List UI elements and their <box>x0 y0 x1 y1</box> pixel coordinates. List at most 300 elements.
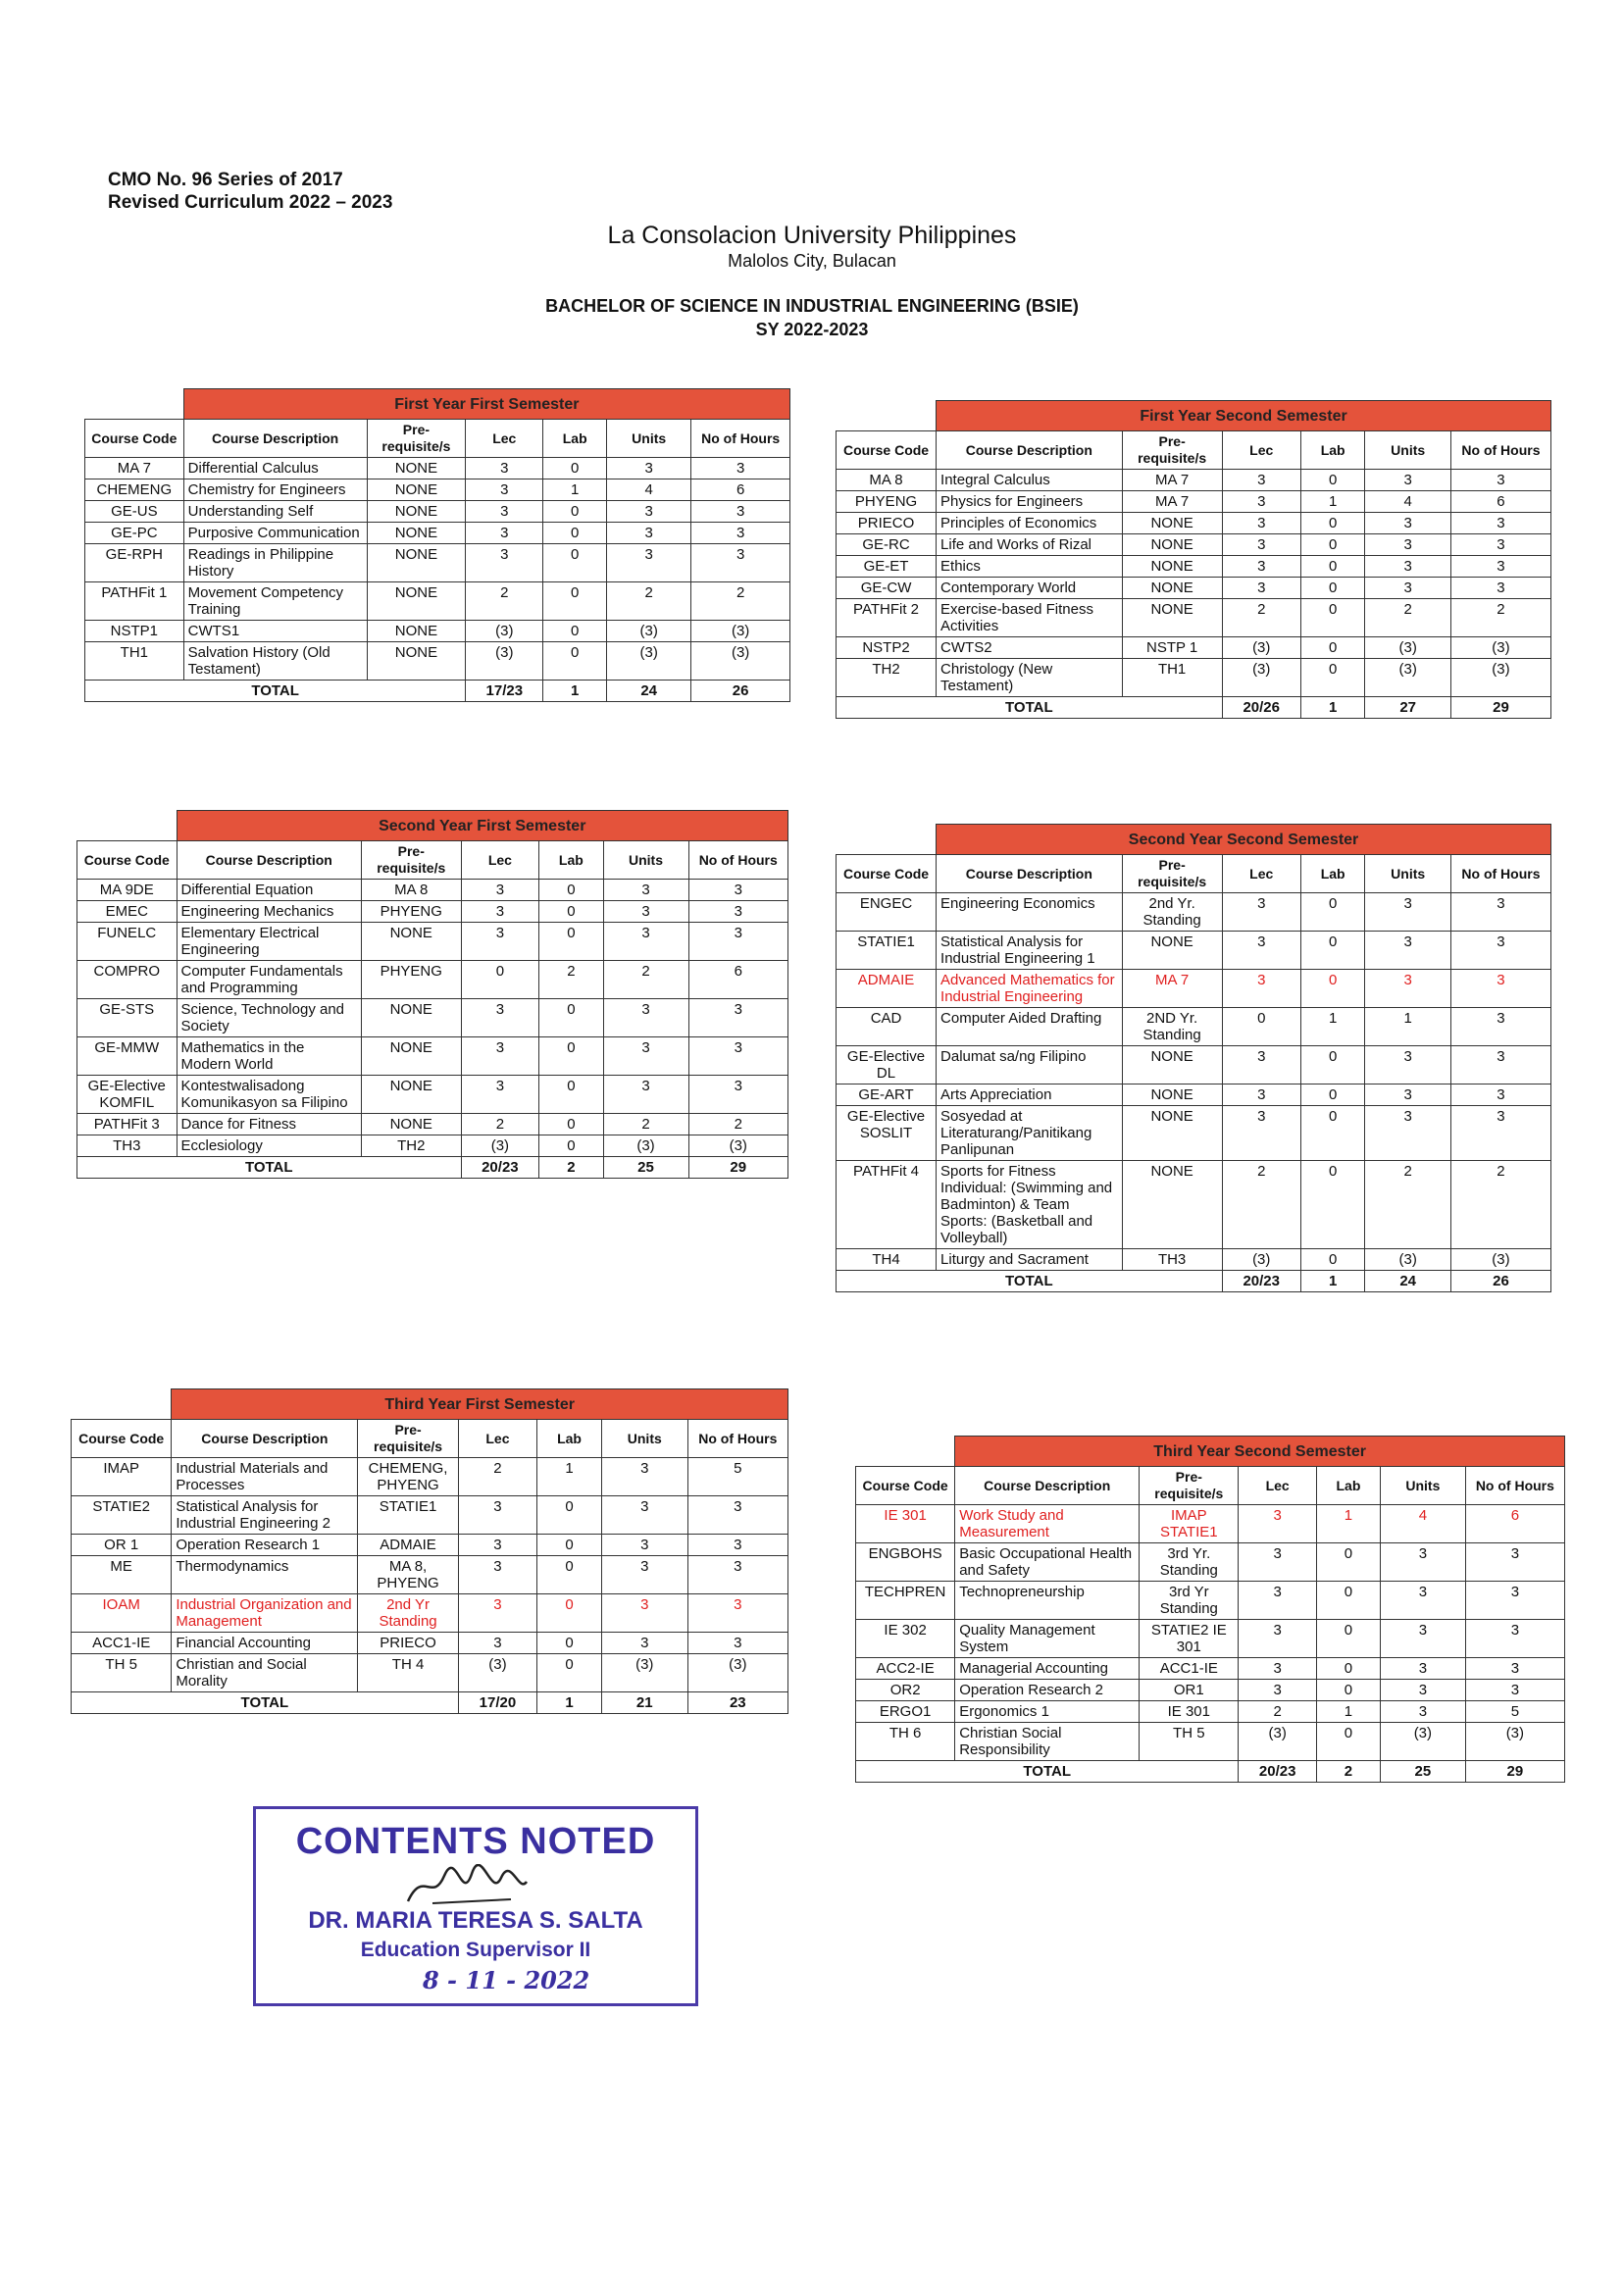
course-lec: 3 <box>1239 1620 1317 1658</box>
course-prerequisite: NONE <box>1122 599 1222 637</box>
course-description: Exercise-based Fitness Activities <box>937 599 1123 637</box>
course-units: 3 <box>1380 1701 1465 1723</box>
table-row <box>77 961 788 999</box>
course-hours: 3 <box>687 1556 787 1594</box>
course-lab: 0 <box>537 1633 602 1654</box>
course-description: Quality Management System <box>955 1620 1140 1658</box>
course-lec: 3 <box>461 999 539 1037</box>
course-code: ENGEC <box>837 893 937 932</box>
course-hours: 3 <box>687 1633 787 1654</box>
course-lab: 0 <box>1300 637 1365 659</box>
course-lec: 3 <box>461 1076 539 1114</box>
course-lec: 3 <box>1239 1658 1317 1680</box>
course-prerequisite: NONE <box>1122 1161 1222 1249</box>
course-hours: 3 <box>1465 1658 1564 1680</box>
course-units: 4 <box>607 479 691 501</box>
course-lec: 3 <box>1222 470 1300 491</box>
course-prerequisite: NONE <box>362 999 462 1037</box>
course-units: 4 <box>1380 1505 1465 1543</box>
course-description: Christian Social Responsibility <box>955 1723 1140 1761</box>
course-code: CHEMENG <box>85 479 184 501</box>
course-hours: 3 <box>688 1037 788 1076</box>
course-units: 3 <box>1380 1658 1465 1680</box>
semester-title-row <box>72 1389 788 1420</box>
course-prerequisite: NONE <box>367 582 466 621</box>
table-row <box>837 637 1551 659</box>
course-description: Thermodynamics <box>172 1556 358 1594</box>
total-hours: 29 <box>1465 1761 1564 1783</box>
course-lab: 0 <box>1316 1723 1380 1761</box>
course-code: GE-STS <box>77 999 178 1037</box>
semester-table <box>76 810 788 1179</box>
table-row <box>72 1458 788 1496</box>
course-lec: 0 <box>1222 1008 1300 1046</box>
table-row <box>85 523 790 544</box>
course-lec: 3 <box>1222 932 1300 970</box>
table-row <box>77 1076 788 1114</box>
course-description: Purposive Communication <box>183 523 367 544</box>
course-lec: 3 <box>458 1535 536 1556</box>
course-hours: (3) <box>1465 1723 1564 1761</box>
course-units: 3 <box>1365 578 1450 599</box>
total-lab: 1 <box>1300 697 1365 719</box>
course-units: 2 <box>607 582 691 621</box>
course-units: 3 <box>1380 1543 1465 1582</box>
course-lec: 3 <box>1222 1046 1300 1085</box>
course-description: Work Study and Measurement <box>955 1505 1140 1543</box>
course-lab: 0 <box>1300 556 1365 578</box>
course-description: CWTS1 <box>183 621 367 642</box>
course-lab: 0 <box>1300 1106 1365 1161</box>
total-units: 24 <box>1365 1271 1450 1292</box>
course-hours: 2 <box>1450 1161 1550 1249</box>
total-units: 25 <box>603 1157 688 1179</box>
course-lab: 0 <box>543 523 607 544</box>
course-description: Readings in Philippine History <box>183 544 367 582</box>
course-code: ERGO1 <box>856 1701 955 1723</box>
table-row <box>77 901 788 923</box>
course-hours: 2 <box>688 1114 788 1135</box>
course-lec: 3 <box>461 880 539 901</box>
course-prerequisite: NONE <box>367 621 466 642</box>
course-lec: (3) <box>1222 637 1300 659</box>
course-hours: 3 <box>1450 893 1550 932</box>
column-header-hours: No of Hours <box>1450 855 1550 893</box>
column-header-row <box>77 841 788 880</box>
course-prerequisite: PHYENG <box>362 961 462 999</box>
course-hours: 3 <box>1465 1543 1564 1582</box>
course-description: Integral Calculus <box>937 470 1123 491</box>
total-lec: 20/23 <box>1239 1761 1317 1783</box>
course-prerequisite: NONE <box>1122 1106 1222 1161</box>
column-header-pre: Pre-requisite/s <box>367 420 466 458</box>
course-units: 3 <box>1380 1620 1465 1658</box>
supervisor-role: Education Supervisor II <box>360 1939 591 1961</box>
course-description: Movement Competency Training <box>183 582 367 621</box>
course-lec: 3 <box>1222 491 1300 513</box>
course-prerequisite: 2nd Yr. Standing <box>1122 893 1222 932</box>
course-hours: 3 <box>1450 1085 1550 1106</box>
course-lec: 3 <box>458 1633 536 1654</box>
semester-title-row <box>856 1437 1565 1467</box>
course-code: TH1 <box>85 642 184 681</box>
course-code: ACC2-IE <box>856 1658 955 1680</box>
course-lab: 0 <box>543 621 607 642</box>
course-prerequisite: OR1 <box>1140 1680 1239 1701</box>
course-hours: 3 <box>1465 1582 1564 1620</box>
course-lab: 0 <box>539 1114 603 1135</box>
total-row <box>856 1761 1565 1783</box>
course-units: 3 <box>603 1076 688 1114</box>
course-hours: 3 <box>691 458 790 479</box>
total-label: TOTAL <box>837 697 1223 719</box>
course-lab: 1 <box>1300 1008 1365 1046</box>
course-lec: 2 <box>466 582 543 621</box>
course-lec: 3 <box>461 923 539 961</box>
course-code: IMAP <box>72 1458 172 1496</box>
column-header-row <box>72 1420 788 1458</box>
course-prerequisite: IMAP STATIE1 <box>1140 1505 1239 1543</box>
course-lab: 0 <box>539 923 603 961</box>
course-hours: 3 <box>691 544 790 582</box>
table-row <box>85 582 790 621</box>
course-lab: 1 <box>1316 1505 1380 1543</box>
course-hours: 6 <box>688 961 788 999</box>
course-units: 2 <box>603 1114 688 1135</box>
course-lab: 0 <box>1300 970 1365 1008</box>
course-prerequisite: TH 4 <box>358 1654 458 1692</box>
semester-title: Third Year Second Semester <box>955 1437 1565 1467</box>
column-header-lec: Lec <box>1222 855 1300 893</box>
course-description: Chemistry for Engineers <box>183 479 367 501</box>
course-units: 3 <box>601 1535 687 1556</box>
course-description: Science, Technology and Society <box>177 999 362 1037</box>
course-lab: 0 <box>1316 1543 1380 1582</box>
column-header-units: Units <box>603 841 688 880</box>
course-code: NSTP1 <box>85 621 184 642</box>
course-units: 3 <box>1365 970 1450 1008</box>
course-hours: 3 <box>1450 1046 1550 1085</box>
total-label: TOTAL <box>85 681 466 702</box>
table-row <box>837 893 1551 932</box>
course-lab: 0 <box>1300 534 1365 556</box>
semester-title-row <box>85 389 790 420</box>
table-row <box>85 621 790 642</box>
table-row <box>856 1543 1565 1582</box>
table-row <box>77 1114 788 1135</box>
course-lab: 0 <box>537 1496 602 1535</box>
semester-title: First Year Second Semester <box>937 401 1551 431</box>
course-hours: 3 <box>1450 556 1550 578</box>
course-lec: 3 <box>466 544 543 582</box>
table-row <box>856 1620 1565 1658</box>
table-row <box>856 1658 1565 1680</box>
column-header-units: Units <box>607 420 691 458</box>
course-prerequisite: NONE <box>1122 513 1222 534</box>
course-prerequisite: NONE <box>1122 534 1222 556</box>
course-hours: 3 <box>687 1496 787 1535</box>
course-description: Mathematics in the Modern World <box>177 1037 362 1076</box>
course-prerequisite: MA 7 <box>1122 470 1222 491</box>
course-lec: 3 <box>466 458 543 479</box>
total-units: 21 <box>601 1692 687 1714</box>
course-lec: 3 <box>466 479 543 501</box>
semester-table <box>84 388 790 702</box>
course-lec: 3 <box>466 523 543 544</box>
column-header-hours: No of Hours <box>691 420 790 458</box>
course-lab: 0 <box>1300 1046 1365 1085</box>
course-description: Understanding Self <box>183 501 367 523</box>
column-header-desc: Course Description <box>937 855 1123 893</box>
school-year: SY 2022-2023 <box>755 320 869 339</box>
column-header-lab: Lab <box>543 420 607 458</box>
course-hours: 5 <box>687 1458 787 1496</box>
course-description: CWTS2 <box>937 637 1123 659</box>
course-lab: 0 <box>539 901 603 923</box>
curriculum-table <box>836 824 1551 1292</box>
course-units: 3 <box>607 501 691 523</box>
table-row <box>77 1135 788 1157</box>
course-units: 3 <box>601 1458 687 1496</box>
course-hours: 3 <box>687 1594 787 1633</box>
course-lec: 2 <box>458 1458 536 1496</box>
course-lab: 0 <box>539 1135 603 1157</box>
course-units: 3 <box>607 544 691 582</box>
total-row <box>85 681 790 702</box>
column-header-pre: Pre-requisite/s <box>1122 431 1222 470</box>
total-lec: 17/23 <box>466 681 543 702</box>
table-row <box>837 556 1551 578</box>
course-units: 3 <box>603 923 688 961</box>
course-code: TH 5 <box>72 1654 172 1692</box>
table-row <box>72 1556 788 1594</box>
course-description: Arts Appreciation <box>937 1085 1123 1106</box>
course-units: 3 <box>601 1594 687 1633</box>
course-code: GE-RC <box>837 534 937 556</box>
semester-title: Third Year First Semester <box>172 1389 788 1420</box>
course-hours: 3 <box>1450 534 1550 556</box>
course-lec: 3 <box>1222 534 1300 556</box>
course-hours: 3 <box>691 501 790 523</box>
course-code: MA 7 <box>85 458 184 479</box>
course-description: Dance for Fitness <box>177 1114 362 1135</box>
course-lab: 0 <box>543 501 607 523</box>
course-description: Managerial Accounting <box>955 1658 1140 1680</box>
course-prerequisite: MA 8 <box>362 880 462 901</box>
table-row <box>85 501 790 523</box>
cmo-reference <box>108 169 392 214</box>
course-lec: 3 <box>1222 513 1300 534</box>
total-lec: 20/26 <box>1222 697 1300 719</box>
course-lab: 0 <box>1300 513 1365 534</box>
course-description: Engineering Mechanics <box>177 901 362 923</box>
course-lec: 3 <box>466 501 543 523</box>
course-lab: 0 <box>1300 599 1365 637</box>
column-header-lec: Lec <box>461 841 539 880</box>
course-hours: 3 <box>687 1535 787 1556</box>
table-row <box>85 544 790 582</box>
course-units: (3) <box>1365 1249 1450 1271</box>
table-row <box>837 491 1551 513</box>
course-prerequisite: NONE <box>367 523 466 544</box>
course-prerequisite: NONE <box>367 642 466 681</box>
course-code: ME <box>72 1556 172 1594</box>
table-row <box>837 1249 1551 1271</box>
course-description: Dalumat sa/ng Filipino <box>937 1046 1123 1085</box>
course-code: PATHFit 2 <box>837 599 937 637</box>
course-prerequisite: NONE <box>1122 1046 1222 1085</box>
course-code: TH 6 <box>856 1723 955 1761</box>
column-header-desc: Course Description <box>177 841 362 880</box>
course-lab: 0 <box>1300 1085 1365 1106</box>
column-header-pre: Pre-requisite/s <box>358 1420 458 1458</box>
table-row <box>837 534 1551 556</box>
course-code: GE-ART <box>837 1085 937 1106</box>
course-description: Differential Calculus <box>183 458 367 479</box>
course-description: Contemporary World <box>937 578 1123 599</box>
course-units: 3 <box>601 1556 687 1594</box>
course-lec: 2 <box>1222 599 1300 637</box>
column-header-row <box>856 1467 1565 1505</box>
total-units: 27 <box>1365 697 1450 719</box>
table-row <box>72 1594 788 1633</box>
course-lab: 0 <box>1300 578 1365 599</box>
course-description: Technopreneurship <box>955 1582 1140 1620</box>
course-code: IOAM <box>72 1594 172 1633</box>
table-row <box>856 1505 1565 1543</box>
course-code: PHYENG <box>837 491 937 513</box>
course-units: (3) <box>1380 1723 1465 1761</box>
course-prerequisite: TH1 <box>1122 659 1222 697</box>
signature-icon <box>403 1864 531 1907</box>
table-row <box>856 1680 1565 1701</box>
total-row <box>837 697 1551 719</box>
course-description: Salvation History (Old Testament) <box>183 642 367 681</box>
course-units: 3 <box>1365 1046 1450 1085</box>
course-hours: (3) <box>1450 1249 1550 1271</box>
course-code: GE-RPH <box>85 544 184 582</box>
university-city: Malolos City, Bulacan <box>728 251 896 271</box>
course-prerequisite: TH3 <box>1122 1249 1222 1271</box>
course-code: MA 8 <box>837 470 937 491</box>
table-row <box>837 513 1551 534</box>
course-units: 3 <box>1365 893 1450 932</box>
table-row <box>77 1037 788 1076</box>
course-prerequisite: NSTP 1 <box>1122 637 1222 659</box>
course-lab: 2 <box>539 961 603 999</box>
course-prerequisite: ADMAIE <box>358 1535 458 1556</box>
course-prerequisite: NONE <box>367 479 466 501</box>
course-lec: 3 <box>1239 1543 1317 1582</box>
course-description: Differential Equation <box>177 880 362 901</box>
course-units: 2 <box>1365 1161 1450 1249</box>
course-code: GE-CW <box>837 578 937 599</box>
column-header-code: Course Code <box>72 1420 172 1458</box>
column-header-row <box>85 420 790 458</box>
course-hours: 3 <box>1450 470 1550 491</box>
course-description: Christian and Social Morality <box>172 1654 358 1692</box>
course-lec: 3 <box>458 1556 536 1594</box>
course-hours: 3 <box>1450 932 1550 970</box>
course-code: OR2 <box>856 1680 955 1701</box>
semester-title-row <box>77 811 788 841</box>
column-header-code: Course Code <box>77 841 178 880</box>
course-prerequisite: MA 8, PHYENG <box>358 1556 458 1594</box>
table-row <box>72 1496 788 1535</box>
column-header-row <box>837 431 1551 470</box>
course-hours: (3) <box>1450 659 1550 697</box>
course-lec: (3) <box>466 642 543 681</box>
course-lec: 3 <box>1222 556 1300 578</box>
total-hours: 29 <box>1450 697 1550 719</box>
course-prerequisite: NONE <box>367 544 466 582</box>
table-row <box>837 970 1551 1008</box>
course-lec: (3) <box>1222 659 1300 697</box>
table-row <box>72 1535 788 1556</box>
course-hours: 3 <box>1450 1106 1550 1161</box>
table-row <box>837 599 1551 637</box>
course-hours: 6 <box>1465 1505 1564 1543</box>
course-lab: 0 <box>539 1076 603 1114</box>
supervisor-name: DR. MARIA TERESA S. SALTA <box>308 1907 643 1934</box>
column-header-row <box>837 855 1551 893</box>
column-header-lab: Lab <box>537 1420 602 1458</box>
course-prerequisite: NONE <box>362 1037 462 1076</box>
course-code: PATHFit 4 <box>837 1161 937 1249</box>
course-description: Kontestwalisadong Komunikasyon sa Filipino <box>177 1076 362 1114</box>
course-units: 3 <box>1365 932 1450 970</box>
course-lec: 3 <box>1222 970 1300 1008</box>
course-lec: (3) <box>461 1135 539 1157</box>
column-header-hours: No of Hours <box>1450 431 1550 470</box>
course-prerequisite: TH2 <box>362 1135 462 1157</box>
course-lab: 0 <box>1316 1658 1380 1680</box>
total-lec: 17/20 <box>458 1692 536 1714</box>
column-header-code: Course Code <box>837 855 937 893</box>
table-row <box>77 923 788 961</box>
course-prerequisite: NONE <box>367 501 466 523</box>
course-units: (3) <box>607 642 691 681</box>
stamp-date: 8 - 11 - 2022 <box>423 1966 590 1994</box>
course-description: Computer Fundamentals and Programming <box>177 961 362 999</box>
course-lab: 0 <box>1316 1680 1380 1701</box>
total-lab: 2 <box>539 1157 603 1179</box>
course-lec: 2 <box>1239 1701 1317 1723</box>
course-code: TH2 <box>837 659 937 697</box>
course-code: FUNELC <box>77 923 178 961</box>
course-prerequisite: CHEMENG, PHYENG <box>358 1458 458 1496</box>
course-lec: 3 <box>1222 578 1300 599</box>
course-units: 3 <box>607 523 691 544</box>
course-units: 2 <box>1365 599 1450 637</box>
curriculum-table <box>76 810 788 1179</box>
course-hours: 2 <box>691 582 790 621</box>
course-units: (3) <box>1365 659 1450 697</box>
course-prerequisite: 2nd Yr Standing <box>358 1594 458 1633</box>
course-prerequisite: NONE <box>362 1076 462 1114</box>
course-prerequisite: ACC1-IE <box>1140 1658 1239 1680</box>
course-code: EMEC <box>77 901 178 923</box>
course-code: TH4 <box>837 1249 937 1271</box>
column-header-lab: Lab <box>1316 1467 1380 1505</box>
course-description: Ecclesiology <box>177 1135 362 1157</box>
course-hours: 3 <box>1450 513 1550 534</box>
column-header-hours: No of Hours <box>687 1420 787 1458</box>
course-lab: 0 <box>1300 470 1365 491</box>
curriculum-table <box>71 1388 788 1714</box>
university-name: La Consolacion University Philippines <box>607 222 1017 249</box>
column-header-lec: Lec <box>1239 1467 1317 1505</box>
